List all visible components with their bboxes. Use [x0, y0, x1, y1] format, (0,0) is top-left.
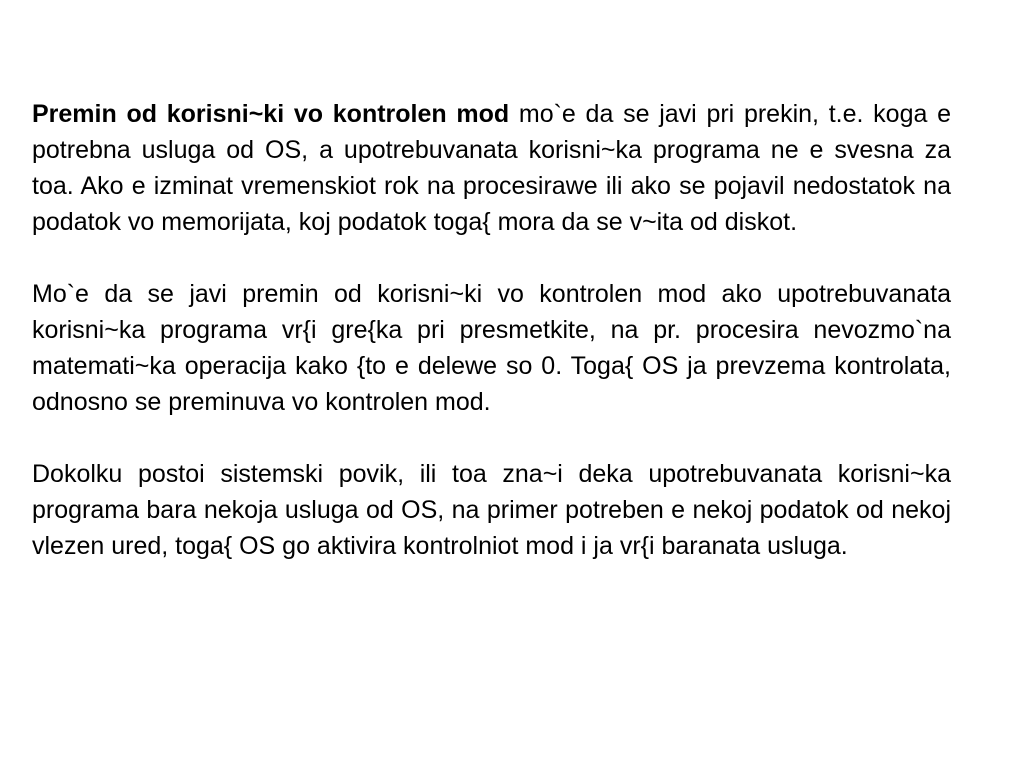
paragraph-text: mo`e da se javi pri prekin, t.e. koga e potrebna usluga od OS, a upotrebuvanata korisni~ka programa ne e svesna za toa. Ako e izminat vremenskiot rok na procesirawe ili ako se pojavil nedostatok na podatok vo memorijata, koj podatok toga{ mora da se v~ita od diskot.	[32, 100, 951, 236]
paragraph-user-to-kernel-transition	[32, 96, 951, 240]
paragraph-bold-lead: Premin od korisni~ki vo kontrolen mod	[32, 100, 510, 128]
slide-body	[32, 96, 951, 564]
paragraph-system-call: Dokolku postoi sistemski povik, ili toa zna~i deka upotrebuvanata korisni~ka programa bara nekoja usluga od OS, na primer potreben e nekoj podatok od nekoj vlezen ured, toga{ OS go aktivira kontrolniot mod i ja vr{i baranata usluga.	[32, 460, 951, 560]
paragraph-calculation-error: Mo`e da se javi premin od korisni~ki vo kontrolen mod ako upotrebuvanata korisni~ka programa vr{i gre{ka pri presmetkite, na pr. procesira nevozmo`na matemati~ka operacija kako {to e delewe so 0. Toga{ OS ja prevzema kontrolata, odnosno se preminuva vo kontrolen mod.	[32, 280, 951, 416]
